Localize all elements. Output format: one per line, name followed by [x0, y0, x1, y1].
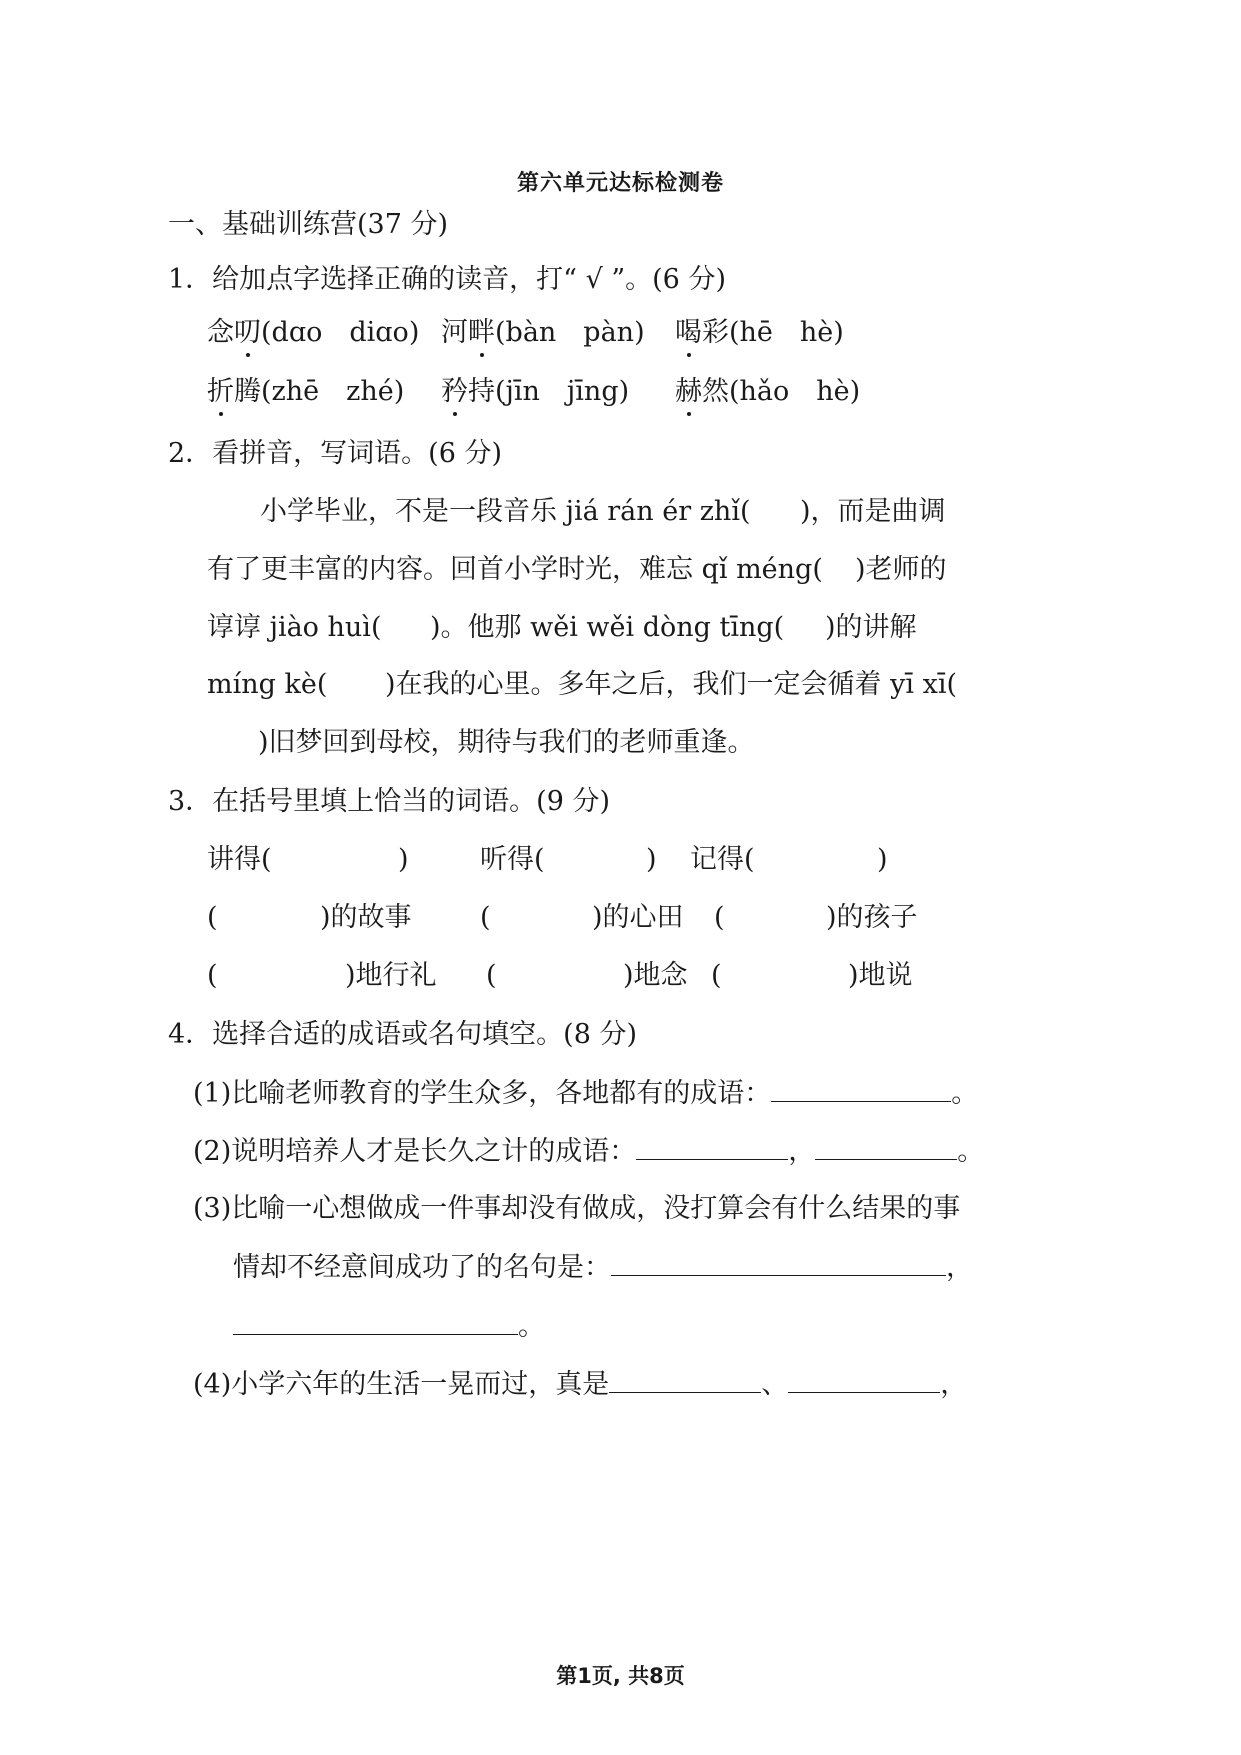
q4-item-1: (1)比喻老师教育的学生众多，各地都有的成语： 。	[193, 1074, 978, 1114]
q4-item-4: (4)小学六年的生活一晃而过，真是 、 ，	[193, 1365, 967, 1405]
q3-r1-open-3: 记得(	[690, 844, 755, 875]
q1-item-6: 赫然(hǎo hè)	[675, 372, 860, 412]
q2-line-3b: )。他那 wěi wěi dòng tīng(	[430, 612, 785, 643]
q3-r3-close-1: )地行礼	[345, 960, 437, 991]
answer-blank[interactable]	[636, 1133, 788, 1160]
q4-item-3c: 。	[233, 1307, 545, 1347]
q3-r1-open-2: 听得(	[480, 844, 545, 875]
q2-line-1a: 小学毕业，不是一段音乐 jiá rán ér zhǐ(	[260, 496, 751, 527]
q4-item-3a: (3)比喻一心想做成一件事却没有做成，没打算会有什么结果的事	[193, 1193, 961, 1224]
q2-line-1b: )，而是曲调	[800, 496, 946, 527]
q1-item-5: 矜持(jīn jīng)	[441, 372, 629, 412]
answer-blank[interactable]	[611, 1249, 946, 1276]
q3-r3-open-3: (	[711, 960, 722, 991]
q2-line-4a: míng kè(	[207, 669, 328, 700]
q1-item-1: 念叨(dɑo diɑo)	[207, 313, 419, 353]
page-footer: 第1页, 共8页	[556, 1664, 685, 1688]
answer-blank[interactable]	[771, 1075, 951, 1102]
q3-r2-open-3: (	[714, 902, 725, 933]
q3-r1-open-1: 讲得(	[207, 844, 272, 875]
answer-blank[interactable]	[788, 1366, 940, 1393]
q2-line-3a: 谆谆 jiào huì(	[207, 612, 382, 643]
q3-r3-close-3: )地说	[848, 960, 913, 991]
q2-line-3c: )的讲解	[825, 612, 917, 643]
q2-heading: 2．看拼音，写词语。(6 分)	[168, 438, 503, 469]
q3-r1-close-3: )	[877, 844, 888, 875]
q3-heading: 3．在括号里填上恰当的词语。(9 分)	[168, 786, 611, 817]
answer-blank[interactable]	[233, 1308, 518, 1335]
q3-r2-close-1: )的故事	[320, 902, 412, 933]
answer-blank[interactable]	[815, 1133, 957, 1160]
q2-line-2b: )老师的	[855, 554, 947, 585]
q1-item-3: 喝彩(hē hè)	[675, 313, 844, 353]
q4-item-3b: 情却不经意间成功了的名句是： ，	[233, 1248, 973, 1288]
q4-item-2: (2)说明培养人才是长久之计的成语： ， 。	[193, 1132, 984, 1172]
q1-heading: 1．给加点字选择正确的读音，打“ √ ”。(6 分)	[168, 264, 726, 295]
answer-blank[interactable]	[609, 1366, 761, 1393]
q3-r3-close-2: )地念	[623, 960, 688, 991]
q3-r3-open-2: (	[486, 960, 497, 991]
q4-heading: 4．选择合适的成语或名句填空。(8 分)	[168, 1019, 638, 1050]
q3-r3-open-1: (	[207, 960, 218, 991]
q2-line-2a: 有了更丰富的内容。回首小学时光，难忘 qǐ méng(	[207, 554, 823, 585]
section-heading: 一、基础训练营(37 分)	[168, 209, 449, 240]
q1-item-2: 河畔(bàn pàn)	[441, 313, 645, 353]
q1-item-4: 折腾(zhē zhé)	[207, 372, 404, 412]
q3-r1-close-1: )	[398, 844, 409, 875]
q3-r2-open-1: (	[207, 902, 218, 933]
page-title: 第六单元达标检测卷	[516, 170, 724, 196]
q3-r2-close-3: )的孩子	[826, 902, 918, 933]
q3-r1-close-2: )	[646, 844, 657, 875]
q2-line-4b: )在我的心里。多年之后，我们一定会循着 yī xī(	[385, 669, 957, 700]
q3-r2-close-2: )的心田	[592, 902, 684, 933]
q2-line-5: )旧梦回到母校，期待与我们的老师重逢。	[258, 727, 755, 758]
q3-r2-open-2: (	[480, 902, 491, 933]
